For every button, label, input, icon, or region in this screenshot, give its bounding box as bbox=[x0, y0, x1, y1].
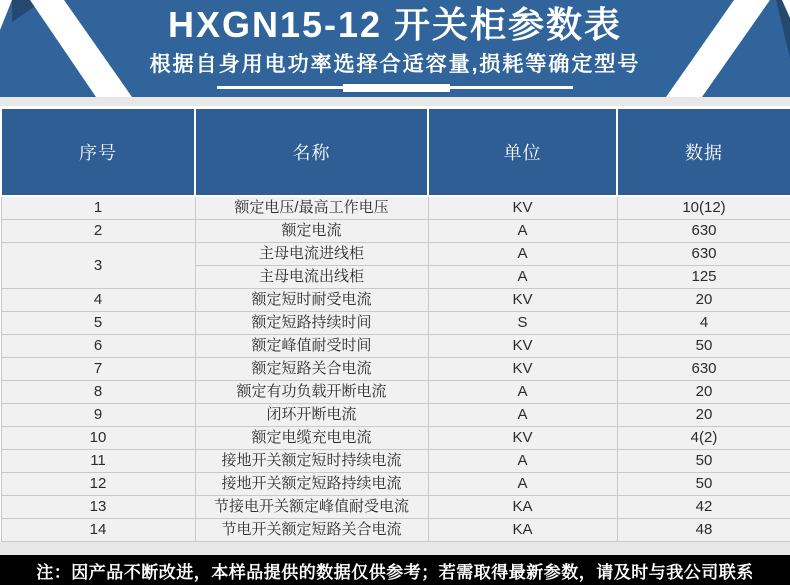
cell-value: 630 bbox=[617, 220, 790, 243]
cell-name: 节接电开关额定峰值耐受电流 bbox=[195, 496, 428, 519]
cell-value: 125 bbox=[617, 266, 790, 289]
cell-name: 主母电流进线柜 bbox=[195, 243, 428, 266]
column-header-no: 序号 bbox=[1, 108, 195, 196]
cell-name: 额定短时耐受电流 bbox=[195, 289, 428, 312]
table-row bbox=[1, 335, 790, 358]
cell-unit: KV bbox=[428, 289, 617, 312]
spacer-top bbox=[0, 97, 790, 107]
cell-name: 额定峰值耐受时间 bbox=[195, 335, 428, 358]
cell-no: 7 bbox=[1, 358, 195, 381]
header-banner bbox=[0, 0, 790, 97]
table-row bbox=[1, 196, 790, 220]
spacer-bottom bbox=[0, 542, 790, 555]
table-row bbox=[1, 289, 790, 312]
table-row bbox=[1, 519, 790, 542]
table-row bbox=[1, 381, 790, 404]
cell-unit: A bbox=[428, 220, 617, 243]
page-subtitle: 根据自身用电功率选择合适容量,损耗等确定型号 bbox=[149, 53, 641, 77]
cell-name: 接地开关额定短时持续电流 bbox=[195, 450, 428, 473]
cell-no: 6 bbox=[1, 335, 195, 358]
cell-value: 20 bbox=[617, 381, 790, 404]
footer-bar bbox=[0, 555, 790, 585]
cell-value: 4 bbox=[617, 312, 790, 335]
cell-no: 4 bbox=[1, 289, 195, 312]
cell-value: 48 bbox=[617, 519, 790, 542]
cell-name: 闭环开断电流 bbox=[195, 404, 428, 427]
cell-name: 额定电压/最高工作电压 bbox=[195, 196, 428, 220]
cell-no: 2 bbox=[1, 220, 195, 243]
table-row bbox=[1, 243, 790, 266]
cell-unit: KA bbox=[428, 496, 617, 519]
cell-name: 额定电缆充电电流 bbox=[195, 427, 428, 450]
cell-unit: A bbox=[428, 404, 617, 427]
cell-value: 20 bbox=[617, 289, 790, 312]
table-row bbox=[1, 220, 790, 243]
cell-unit: KV bbox=[428, 335, 617, 358]
column-header-name: 名称 bbox=[195, 108, 428, 196]
cell-no: 12 bbox=[1, 473, 195, 496]
cell-unit: KA bbox=[428, 519, 617, 542]
table-row bbox=[1, 312, 790, 335]
table-row bbox=[1, 358, 790, 381]
cell-unit: A bbox=[428, 450, 617, 473]
cell-name: 额定有功负载开断电流 bbox=[195, 381, 428, 404]
spec-table bbox=[0, 107, 790, 542]
column-header-value: 数据 bbox=[617, 108, 790, 196]
cell-value: 10(12) bbox=[617, 196, 790, 220]
cell-name: 主母电流出线柜 bbox=[195, 266, 428, 289]
cell-no: 5 bbox=[1, 312, 195, 335]
cell-no: 10 bbox=[1, 427, 195, 450]
cell-no: 1 bbox=[1, 196, 195, 220]
cell-value: 4(2) bbox=[617, 427, 790, 450]
cell-unit: A bbox=[428, 266, 617, 289]
cell-value: 630 bbox=[617, 358, 790, 381]
table-row bbox=[1, 496, 790, 519]
cell-unit: A bbox=[428, 473, 617, 496]
footer-note: 注：因产品不断改进，本样品提供的数据仅供参考；若需取得最新参数，请及时与我公司联系 bbox=[36, 562, 754, 582]
cell-no: 11 bbox=[1, 450, 195, 473]
cell-no: 9 bbox=[1, 404, 195, 427]
spec-table-header bbox=[1, 108, 790, 196]
cell-value: 630 bbox=[617, 243, 790, 266]
cell-unit: KV bbox=[428, 427, 617, 450]
table-row bbox=[1, 404, 790, 427]
cell-no: 8 bbox=[1, 381, 195, 404]
cell-name: 额定短路关合电流 bbox=[195, 358, 428, 381]
table-row bbox=[1, 450, 790, 473]
cell-no: 14 bbox=[1, 519, 195, 542]
cell-unit: KV bbox=[428, 358, 617, 381]
table-row bbox=[1, 427, 790, 450]
cell-value: 50 bbox=[617, 473, 790, 496]
cell-unit: A bbox=[428, 381, 617, 404]
column-header-unit: 单位 bbox=[428, 108, 617, 196]
spec-table-body bbox=[1, 196, 790, 542]
cell-value: 50 bbox=[617, 450, 790, 473]
cell-unit: A bbox=[428, 243, 617, 266]
cell-value: 42 bbox=[617, 496, 790, 519]
cell-name: 额定短路持续时间 bbox=[195, 312, 428, 335]
cell-unit: KV bbox=[428, 196, 617, 220]
cell-no: 13 bbox=[1, 496, 195, 519]
cell-no: 3 bbox=[1, 243, 195, 289]
cell-name: 额定电流 bbox=[195, 220, 428, 243]
cell-unit: S bbox=[428, 312, 617, 335]
cell-name: 节电开关额定短路关合电流 bbox=[195, 519, 428, 542]
cell-value: 20 bbox=[617, 404, 790, 427]
page-title: HXGN15-12 开关柜参数表 bbox=[167, 3, 623, 45]
cell-name: 接地开关额定短路持续电流 bbox=[195, 473, 428, 496]
table-row bbox=[1, 473, 790, 496]
cell-value: 50 bbox=[617, 335, 790, 358]
title-divider bbox=[217, 84, 573, 92]
